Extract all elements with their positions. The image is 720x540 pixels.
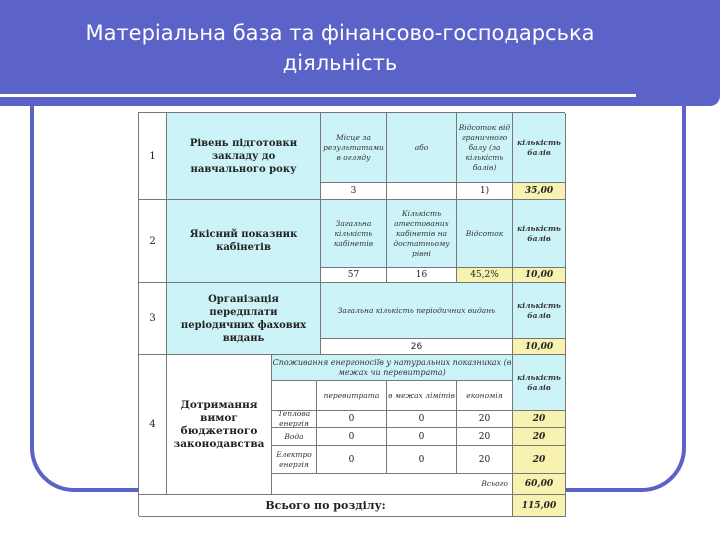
points-value: 20 <box>513 428 566 446</box>
title-line-1: Матеріальна база та фінансово-господарська <box>85 21 595 45</box>
header-cell: Місце за результатами в огляду <box>321 113 387 183</box>
points-header: кількість балів <box>513 355 566 411</box>
row-number: 3 <box>139 283 167 355</box>
resource-label: Електро енергія <box>272 446 317 474</box>
total-label: Всього <box>272 474 513 495</box>
header-cell: Відсоток <box>457 200 513 268</box>
criterion-cell: Організація передплати періодичних фахових видань <box>167 283 321 355</box>
value-cell: 0 <box>317 428 387 446</box>
value-cell: 45,2% <box>457 268 513 283</box>
resource-label: Теплова енергія <box>272 411 317 428</box>
title-band <box>0 0 720 106</box>
header-cell: Загальна кількість кабінетів <box>321 200 387 268</box>
grand-total-label: Всього по розділу: <box>139 495 513 517</box>
slide-title <box>60 18 620 78</box>
points-value: 10,00 <box>513 268 566 283</box>
value-cell: 20 <box>457 411 513 428</box>
header-cell: Кількість атестованих кабінетів на достатньому рівні <box>387 200 457 268</box>
criterion-cell: Якісний показник кабінетів <box>167 200 321 283</box>
value-cell: 0 <box>317 411 387 428</box>
row-number: 2 <box>139 200 167 283</box>
value-cell: 3 <box>321 183 387 200</box>
subheader-cell: перевитрата <box>317 381 387 411</box>
value-cell: 26 <box>321 339 513 355</box>
grand-total-value: 115,00 <box>513 495 566 517</box>
points-value: 20 <box>513 411 566 428</box>
value-cell: 1) <box>457 183 513 200</box>
value-cell: 0 <box>387 428 457 446</box>
value-cell <box>387 183 457 200</box>
header-cell: Споживання енергоносіїв у натуральних показниках (в межах чи перевитрата) <box>272 355 513 381</box>
points-header: кількість балів <box>513 200 566 268</box>
header-cell: або <box>387 113 457 183</box>
criterion-cell: Дотримання вимог бюджетного законодавства <box>167 355 272 495</box>
value-cell: 16 <box>387 268 457 283</box>
title-underline <box>0 94 636 97</box>
value-cell: 20 <box>457 446 513 474</box>
subheader-cell: в межах лімітів <box>387 381 457 411</box>
resource-label: Вода <box>272 428 317 446</box>
value-cell: 0 <box>387 446 457 474</box>
header-cell: Загальна кількість періодичних видань <box>321 283 513 339</box>
points-header: кількість балів <box>513 113 566 183</box>
points-header: кількість балів <box>513 283 566 339</box>
value-cell: 0 <box>317 446 387 474</box>
points-value: 35,00 <box>513 183 566 200</box>
title-line-2: діяльність <box>282 51 398 75</box>
points-value: 20 <box>513 446 566 474</box>
value-cell: 0 <box>387 411 457 428</box>
row-number: 4 <box>139 355 167 495</box>
header-cell: Відсоток від граничного балу (за кількість балів) <box>457 113 513 183</box>
subheader-cell: економія <box>457 381 513 411</box>
criteria-table <box>138 112 565 516</box>
value-cell: 57 <box>321 268 387 283</box>
points-total: 60,00 <box>513 474 566 495</box>
value-cell: 20 <box>457 428 513 446</box>
points-value: 10,00 <box>513 339 566 355</box>
row-number: 1 <box>139 113 167 200</box>
criterion-cell: Рівень підготовки закладу до навчального року <box>167 113 321 200</box>
subheader-spacer <box>272 381 317 411</box>
